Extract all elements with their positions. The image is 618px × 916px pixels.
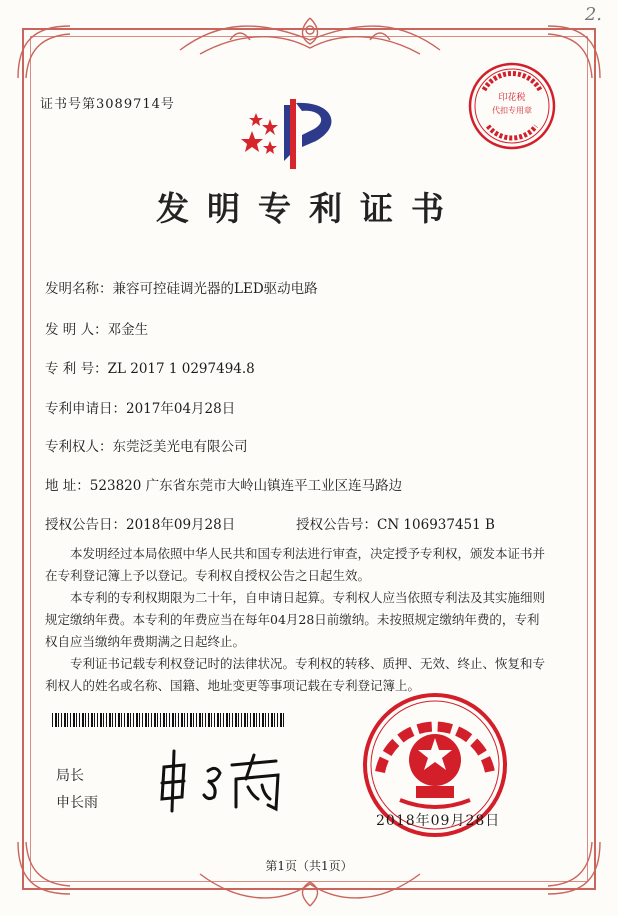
grant-number-row	[296, 513, 495, 533]
director-title: 局长	[56, 768, 84, 784]
patent-number-row	[45, 357, 255, 377]
invention-name-row	[45, 277, 318, 297]
director-name: 申长雨	[56, 795, 98, 811]
patent-number-label: 专 利 号：	[45, 361, 108, 377]
svg-text:印花税: 印花税	[498, 93, 526, 103]
barcode	[52, 713, 284, 727]
seal-date: 2018年09月28日	[376, 813, 501, 829]
svg-text:代扣专用章: 代扣专用章	[492, 106, 532, 115]
corner-ornament-top-left	[14, 22, 74, 82]
grant-date-value: 2018年09月28日	[126, 517, 236, 533]
inventor-row	[45, 318, 148, 338]
invention-name-value: 兼容可控硅调光器的LED驱动电路	[112, 281, 318, 297]
grant-number-value: CN 106937451 B	[377, 517, 495, 533]
certificate-number: 证书号第3089714号	[40, 97, 175, 112]
patentee-label: 专利权人：	[45, 439, 113, 455]
director-signature	[150, 745, 300, 815]
address-row	[45, 474, 402, 494]
patentee-row	[45, 435, 248, 455]
filing-date-value: 2017年04月28日	[126, 401, 236, 417]
grant-number-label: 授权公告号：	[296, 517, 377, 533]
inventor-value: 邓金生	[107, 322, 149, 338]
page-mark: 2.	[584, 4, 602, 25]
body-paragraph-2: 本专利的专利权期限为二十年，自申请日起算。专利权人应当依照专利法及其实施细则规定缴纳年费。本专利的年费应当在每年04月28日前缴纳。未按照规定缴纳年费的，专利权自应当缴纳年费期满之日起终止。	[45, 590, 546, 649]
inventor-label: 发 明 人：	[45, 322, 108, 338]
grant-date-row	[45, 513, 235, 533]
grant-date-label: 授权公告日：	[45, 517, 126, 533]
filing-date-row	[45, 397, 235, 417]
body-paragraph-1: 本发明经过本局依照中华人民共和国专利法进行审查，决定授予专利权，颁发本证书并在专利登记簿上予以登记。专利权自授权公告之日起生效。	[45, 546, 546, 583]
body-paragraph-3: 专利证书记载专利权登记时的法律状况。专利权的转移、质押、无效、终止、恢复和专利权人的姓名或名称、国籍、地址变更等事项记载在专利登记簿上。	[45, 656, 546, 693]
patent-number-value: ZL 2017 1 0297494.8	[107, 361, 255, 377]
certificate-body	[45, 543, 545, 697]
filing-date-label: 专利申请日：	[45, 401, 126, 417]
cnipa-logo	[236, 95, 348, 171]
top-ornament	[170, 10, 450, 62]
tax-stamp	[466, 60, 558, 152]
patentee-value: 东莞泛美光电有限公司	[112, 439, 248, 455]
address-label: 地 址：	[45, 478, 90, 494]
invention-name-label: 发明名称：	[45, 281, 113, 297]
document-title: 发明专利证书	[156, 189, 462, 228]
address-value: 523820 广东省东莞市大岭山镇连平工业区连马路边	[89, 478, 403, 494]
page-footer: 第1页（共1页）	[265, 859, 353, 873]
